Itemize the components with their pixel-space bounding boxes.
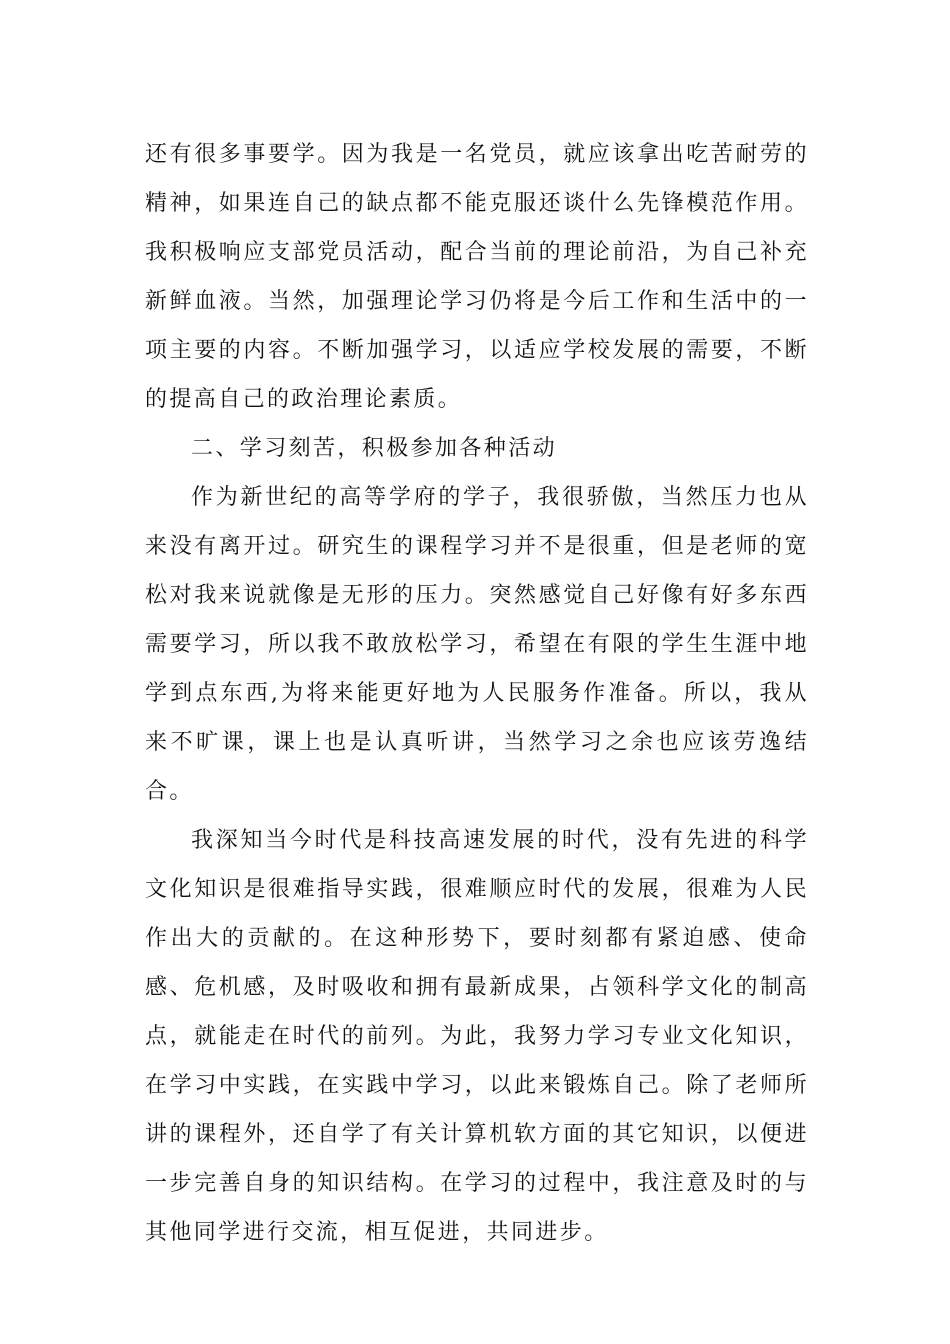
paragraph-continuation: 还有很多事要学。因为我是一名党员，就应该拿出吃苦耐劳的精神，如果连自己的缺点都不能克服还谈什么先锋模范作用。我积极响应支部党员活动，配合当前的理论前沿，为自己补充新鲜血液。当然，加强理论学习仍将是今后工作和生活中的一项主要的内容。不断加强学习，以适应学校发展的需要，不断的提高自己的政治理论素质。 (145, 142, 809, 412)
paragraph: 作为新世纪的高等学府的学子，我很骄傲，当然压力也从来没有离开过。研究生的课程学习并不是很重，但是老师的宽松对我来说就像是无形的压力。突然感觉自己好像有好多东西需要学习，所以我不敢放松学习，希望在有限的学生生涯中地学到点东西,为将来能更好地为人民服务作准备。所以，我从来不旷课，课上也是认真听讲，当然学习之余也应该劳逸结合。 (145, 485, 809, 804)
paragraph: 我深知当今时代是科技高速发展的时代，没有先进的科学文化知识是很难指导实践，很难顺应时代的发展，很难为人民作出大的贡献的。在这种形势下，要时刻都有紧迫感、使命感、危机感，及时吸收和拥有最新成果，占领科学文化的制高点，就能走在时代的前列。为此，我努力学习专业文化知识，在学习中实践，在实践中学习，以此来锻炼自己。除了老师所讲的课程外，还自学了有关计算机软方面的其它知识，以便进一步完善自身的知识结构。在学习的过程中，我注意及时的与其他同学进行交流，相互促进，共同进步。 (145, 828, 809, 1245)
section-heading: 二、学习刻苦，积极参加各种活动 (191, 436, 558, 461)
document-body (145, 130, 809, 1257)
